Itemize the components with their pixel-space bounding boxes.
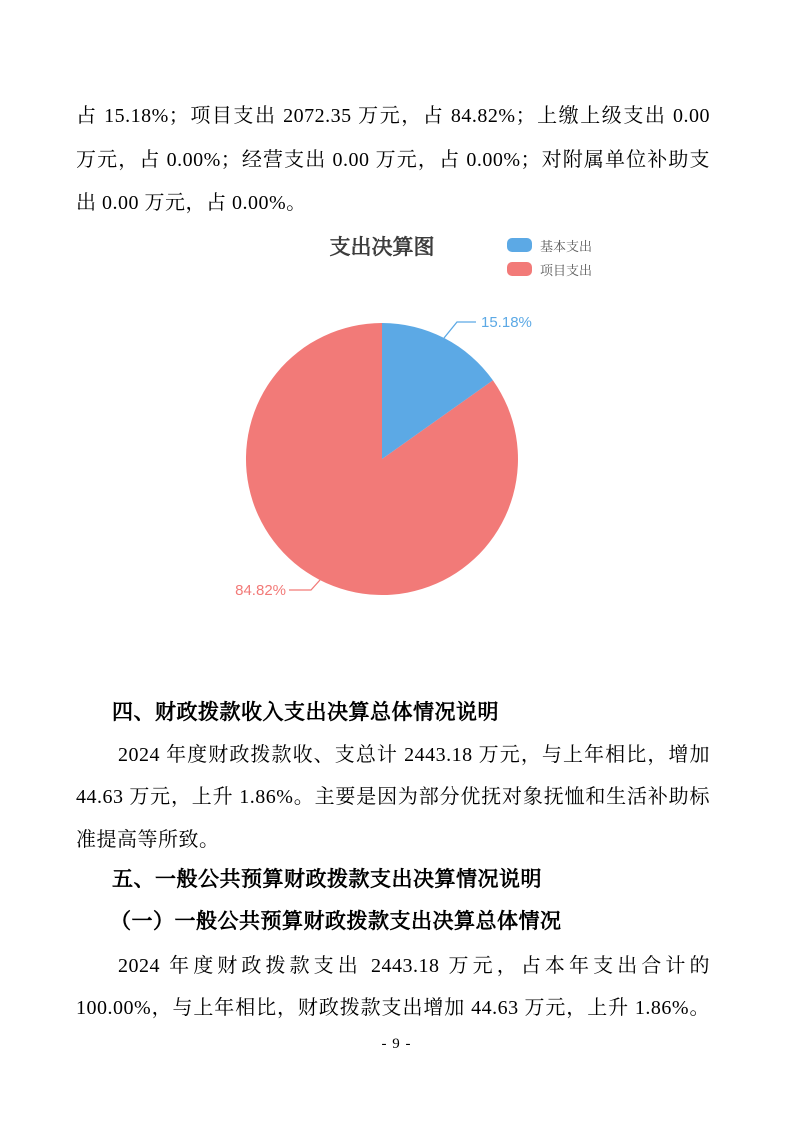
expenditure-pie-chart: [200, 280, 600, 620]
chart-title: 支出决算图: [329, 236, 435, 259]
leader-line-project: [289, 580, 320, 590]
legend-swatch-project: [507, 262, 532, 276]
section-five-line-1: 2024 年度财政拨款支出 2443.18 万元，占本年支出合计的: [118, 955, 710, 977]
intro-paragraph-line-3: 出 0.00 万元，占 0.00%。: [76, 192, 307, 214]
pie-label-basic-percentage: 15.18%: [481, 314, 532, 331]
section-five-heading: 五、一般公共预算财政拨款支出决算情况说明: [112, 868, 542, 891]
section-four-line-2: 44.63 万元，上升 1.86%。主要是因为部分优抚对象抚恤和生活补助标: [76, 786, 710, 808]
section-five-sub-heading: （一）一般公共预算财政拨款支出决算总体情况: [110, 910, 562, 933]
chart-legend: [507, 238, 592, 286]
section-four-heading: 四、财政拨款收入支出决算总体情况说明: [112, 701, 499, 724]
section-four-line-3: 准提高等所致。: [76, 829, 220, 851]
intro-paragraph-line-2: 万元，占 0.00%；经营支出 0.00 万元，占 0.00%；对附属单位补助支: [76, 149, 710, 171]
legend-label-basic: 基本支出: [540, 238, 593, 254]
legend-item-project-expenditure: [507, 262, 592, 276]
legend-swatch-basic: [507, 238, 532, 252]
legend-label-project: 项目支出: [540, 262, 593, 278]
section-four-line-1: 2024 年度财政拨款收、支总计 2443.18 万元，与上年相比，增加: [118, 744, 710, 766]
leader-line-basic: [444, 322, 476, 338]
pie-label-project-percentage: 84.82%: [235, 582, 286, 599]
page-number: - 9 -: [381, 1036, 412, 1052]
intro-paragraph-line-1: 占 15.18%；项目支出 2072.35 万元，占 84.82%；上缴上级支出 0.00: [76, 105, 710, 127]
legend-item-basic-expenditure: [507, 238, 592, 252]
section-five-line-2: 100.00%，与上年相比，财政拨款支出增加 44.63 万元，上升 1.86%。: [76, 997, 710, 1019]
